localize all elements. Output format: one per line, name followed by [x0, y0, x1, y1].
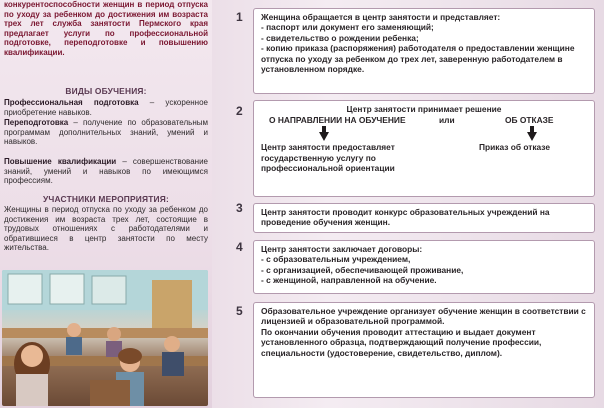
step-4-line-2: - с образовательным учреждением,	[261, 254, 411, 265]
step-2-result-refusal: Приказ об отказе	[479, 142, 551, 153]
step-5-box	[253, 302, 595, 398]
types-heading: ВИДЫ ОБУЧЕНИЯ:	[65, 86, 147, 96]
type-vocational-term: Профессиональная подготовка	[4, 98, 139, 107]
type-vocational-desc: – ускоренное приобретение навыков.	[4, 98, 209, 117]
step-1-line-4: - копию приказа (распоряжения) работодателя о предоставлении женщине отпуска по уходу за ребенком до трех лет, заверенную работодателем в установленном порядке.	[261, 43, 575, 75]
step-2-title: Центр занятости принимает решение	[346, 104, 502, 114]
step-1-line-1: Женщина обращается в центр занятости и представляет:	[261, 12, 501, 22]
left-panel	[0, 0, 212, 408]
step-2-result-training: Центр занятости предоставляет государственную услугу по профессиональной ориентации	[261, 142, 395, 174]
intro-text: конкурентоспособности женщин в период отпуска по уходу за ребенком до достижения им возраста трех лет служба занятости Пермского края предлагает услуги по профессиональной подготовке, переподготовке и повышению квалификации.	[4, 0, 208, 57]
step-4-line-1: Центр занятости заключает договоры:	[261, 244, 423, 254]
step-1-line-2: - паспорт или документ его заменяющий;	[261, 22, 434, 33]
type-vocational	[4, 98, 208, 117]
type-retraining-desc: – получение по образовательным программам дополнительных знаний, умений и навыков.	[4, 118, 208, 147]
step-2-option-training: О НАПРАВЛЕНИИ НА ОБУЧЕНИЕ	[269, 115, 406, 126]
type-retraining	[4, 118, 208, 147]
step-4-number: 4	[236, 240, 243, 254]
step-3-text: Центр занятости проводит конкурс образовательных учреждений на проведение обучения женщин.	[261, 207, 550, 228]
step-2-number: 2	[236, 104, 243, 118]
arrow-down-icon	[527, 132, 537, 141]
step-2-box	[253, 100, 595, 197]
step-2-arrows	[261, 128, 587, 142]
step-2-option-refusal: ОБ ОТКАЗЕ	[505, 115, 554, 126]
step-5-number: 5	[236, 304, 243, 318]
participants-text: Женщины в период отпуска по уходу за ребенком до достижения им возраста трех лет, состоящие в трудовых отношениях с работодателями и обратившиеся в центр занятости по месту жительства.	[4, 205, 208, 253]
participants-heading: УЧАСТНИКИ МЕРОПРИЯТИЯ:	[43, 194, 169, 204]
arrow-down-icon	[319, 132, 329, 141]
type-retraining-term: Переподготовка	[4, 118, 69, 127]
step-5-paragraph-2: По окончании обучения проводит аттестацию и выдает документ установленного образца, подтверждающий получение профессии, специальности (удостоверение, свидетельство, диплом).	[261, 326, 542, 358]
step-4-line-3: - с организацией, обеспечивающей проживание,	[261, 264, 464, 275]
type-advanced	[4, 157, 208, 186]
type-advanced-desc: – совершенствование знаний, умений и навыков по имеющимся профессиям.	[4, 157, 208, 186]
step-1-number: 1	[236, 10, 243, 24]
classroom-illustration	[2, 270, 208, 406]
step-2-option-or: или	[439, 115, 455, 126]
step-1-line-3: - свидетельство о рождении ребенка;	[261, 32, 419, 43]
step-2-results	[261, 142, 587, 176]
step-4-box	[253, 240, 595, 294]
step-3-number: 3	[236, 201, 243, 215]
step-4-line-4: - с женщиной, направленной на обучение.	[261, 275, 437, 286]
step-2-options	[261, 114, 587, 128]
step-1-box	[253, 8, 595, 94]
classroom-photo	[2, 270, 208, 406]
type-advanced-term: Повышение квалификации	[4, 157, 117, 166]
step-5-paragraph-1: Образовательное учреждение организует обучение женщин в соответствии с лицензией и образовательной программой.	[261, 306, 586, 327]
step-3-box	[253, 203, 595, 233]
